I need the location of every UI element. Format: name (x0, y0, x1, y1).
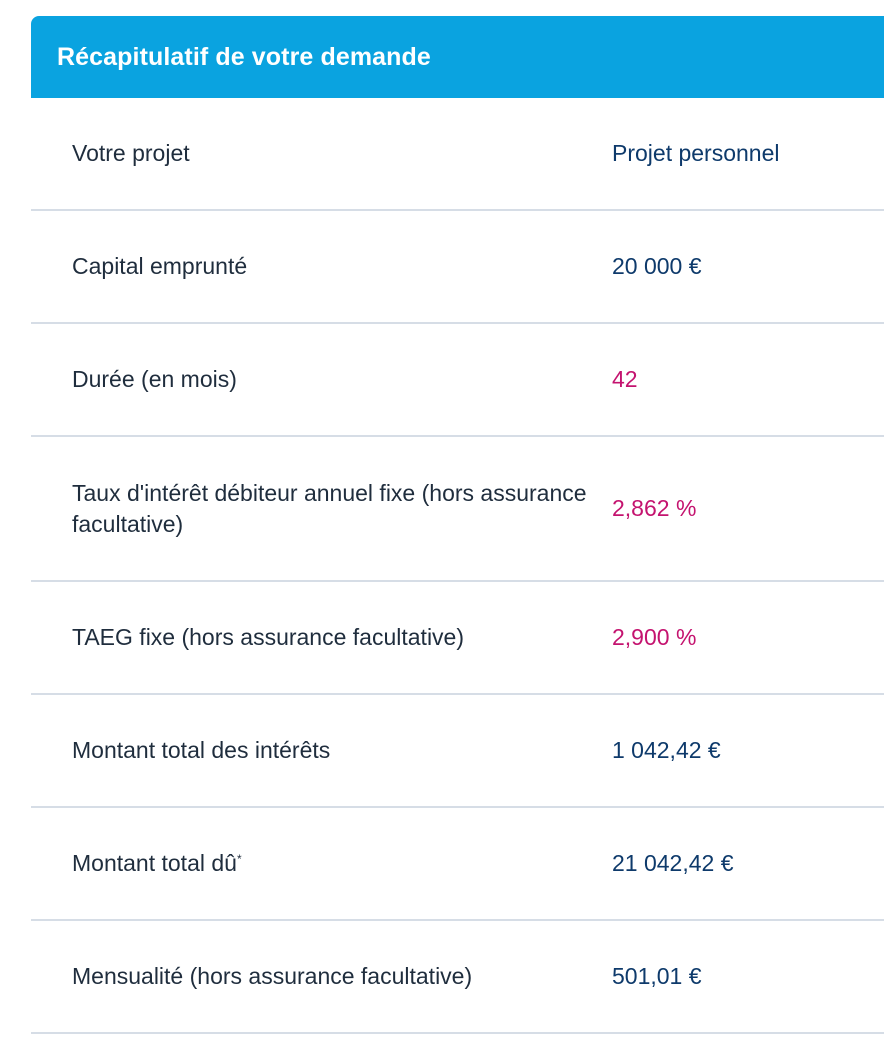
row-label: Capital emprunté (72, 253, 248, 279)
summary-header (31, 16, 884, 98)
footnote-marker: * (236, 852, 242, 866)
summary-card (31, 16, 884, 1034)
row-value: 20 000 € (612, 253, 702, 279)
row-label: Votre projet (72, 140, 190, 166)
row-label: Montant total dû* (72, 850, 242, 876)
row-value: 2,900 % (612, 624, 697, 650)
row-value: 2,862 % (612, 495, 697, 521)
row-interest-rate (31, 437, 884, 582)
row-value: Projet personnel (612, 140, 780, 166)
row-capital (31, 211, 884, 324)
summary-title: Récapitulatif de votre demande (57, 42, 431, 71)
row-duration (31, 324, 884, 437)
summary-rows (31, 98, 884, 1034)
row-label: Durée (en mois) (72, 366, 237, 392)
row-taeg (31, 582, 884, 695)
row-total-due (31, 808, 884, 921)
row-label: Taux d'intérêt débiteur annuel fixe (hors assurance facultative) (72, 479, 587, 537)
row-monthly-payment (31, 921, 884, 1034)
row-value: 42 (612, 366, 638, 392)
row-value: 1 042,42 € (612, 737, 721, 763)
row-label: Montant total des intérêts (72, 737, 331, 763)
row-label: TAEG fixe (hors assurance facultative) (72, 624, 464, 650)
row-value: 21 042,42 € (612, 850, 734, 876)
row-value: 501,01 € (612, 963, 702, 989)
row-total-interest (31, 695, 884, 808)
row-label: Mensualité (hors assurance facultative) (72, 963, 473, 989)
row-project (31, 98, 884, 211)
